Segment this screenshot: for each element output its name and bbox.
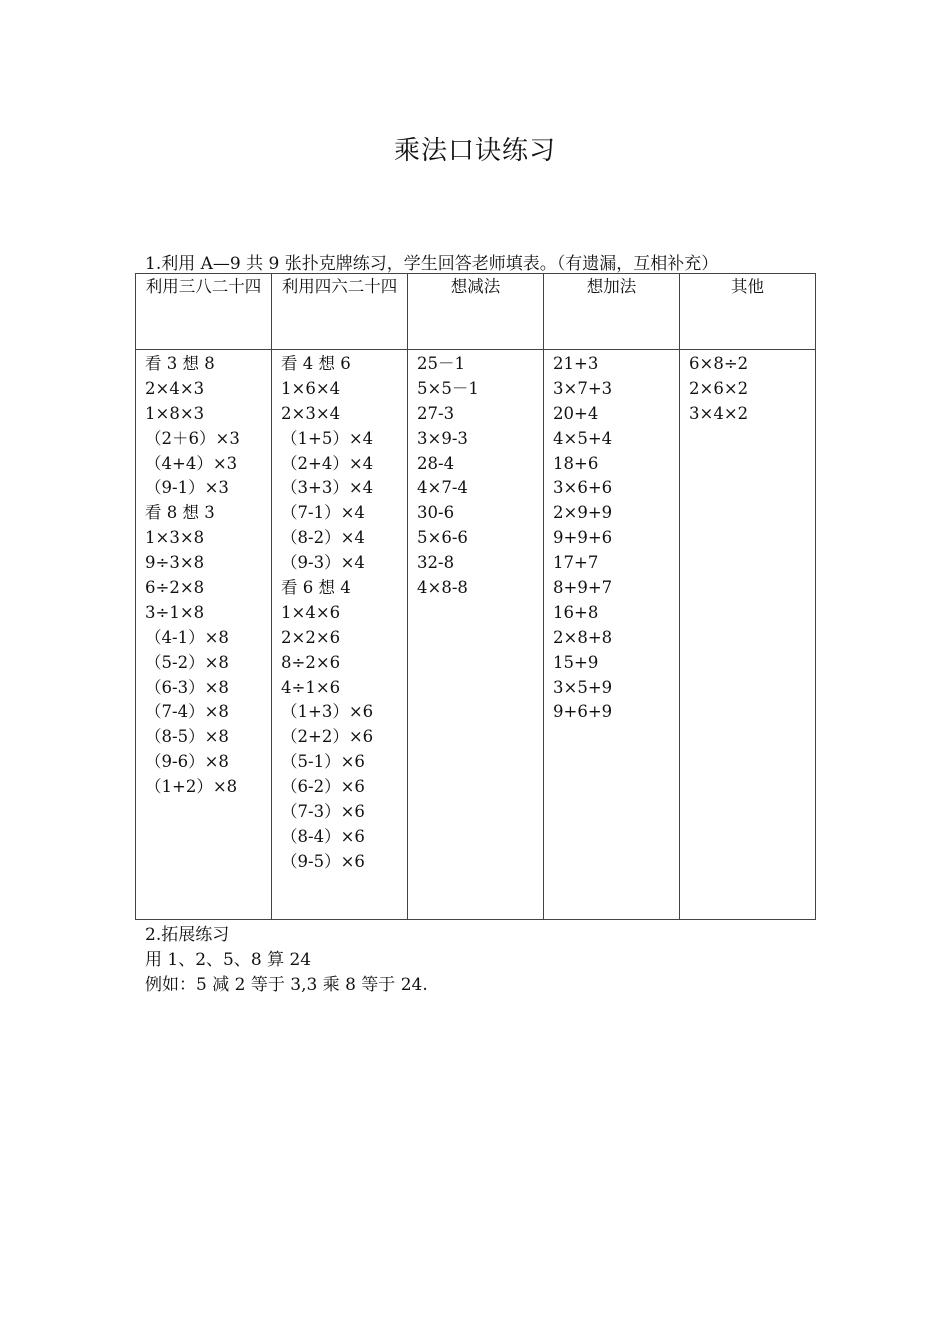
list-item: 1×3×8 xyxy=(145,528,205,548)
page-title: 乘法口诀练习 xyxy=(393,136,556,166)
list-item: 2×6×2 xyxy=(689,378,749,398)
column-list xyxy=(408,350,543,601)
list-item: 4×8-8 xyxy=(417,578,468,598)
list-item: （7-4）×8 xyxy=(145,702,229,722)
column-list xyxy=(680,350,815,427)
list-item: 30-6 xyxy=(417,503,455,523)
list-item: （4-1）×8 xyxy=(145,627,229,647)
list-item: 1×6×4 xyxy=(281,378,341,398)
list-item: 8÷2×6 xyxy=(281,652,341,672)
column-list xyxy=(272,350,407,875)
list-item: 18+6 xyxy=(553,453,599,473)
extension-example: 例如：5 减 2 等于 3,3 乘 8 等于 24. xyxy=(145,975,428,995)
header-cell-col5: 其他 xyxy=(680,274,816,350)
list-item: （8-5）×8 xyxy=(145,727,229,747)
extension-heading: 2.拓展练习 xyxy=(145,925,230,945)
list-item: 6×8÷2 xyxy=(689,354,749,373)
list-item: 25－1 xyxy=(417,354,465,373)
list-item: （1+5）×4 xyxy=(281,428,374,448)
list-item: 21+3 xyxy=(553,354,599,373)
list-item: （3+3）×4 xyxy=(281,478,374,498)
list-item: 3×4×2 xyxy=(689,403,749,423)
list-item: 1×8×3 xyxy=(145,403,205,423)
list-item: （9-6）×8 xyxy=(145,752,229,772)
list-item: 3×7+3 xyxy=(553,378,613,398)
list-item: 4×7-4 xyxy=(417,478,468,498)
list-item: （6-3）×8 xyxy=(145,677,229,697)
list-item: 5×5－1 xyxy=(417,378,479,398)
list-item: （8-4）×6 xyxy=(281,826,365,846)
list-item: 8+9+7 xyxy=(553,578,613,598)
list-item: 3×5+9 xyxy=(553,677,613,697)
list-item: 4÷1×6 xyxy=(281,677,341,697)
list-item: 32-8 xyxy=(417,553,455,573)
list-item: 看 4 想 6 xyxy=(281,354,351,373)
list-item: 5×6-6 xyxy=(417,528,468,548)
list-item: 28-4 xyxy=(417,453,455,473)
list-item: 2×8+8 xyxy=(553,627,613,647)
list-item: 9+6+9 xyxy=(553,702,613,722)
list-item: 3÷1×8 xyxy=(145,602,205,622)
practice-table xyxy=(135,273,816,920)
list-item: 2×2×6 xyxy=(281,627,341,647)
list-item: （9-1）×3 xyxy=(145,478,229,498)
list-item: （8-2）×4 xyxy=(281,528,365,548)
header-cell-col2: 利用四六二十四 xyxy=(272,274,408,350)
list-item: 2×4×3 xyxy=(145,378,205,398)
header-cell-col4: 想加法 xyxy=(544,274,680,350)
list-item: （9-3）×4 xyxy=(281,553,365,573)
header-cell-col1: 利用三八二十四 xyxy=(136,274,272,350)
list-item: 2×9+9 xyxy=(553,503,613,523)
table-header-row xyxy=(136,274,816,350)
list-item: 看 3 想 8 xyxy=(145,354,215,373)
list-item: 看 6 想 4 xyxy=(281,578,351,598)
list-item: （2+2）×6 xyxy=(281,727,374,747)
list-item: （5-1）×6 xyxy=(281,752,365,772)
list-item: （7-3）×6 xyxy=(281,802,365,822)
list-item: （1+2）×8 xyxy=(145,777,238,797)
list-item: 4×5+4 xyxy=(553,428,613,448)
list-item: 20+4 xyxy=(553,403,599,423)
list-item: （4+4）×3 xyxy=(145,453,238,473)
list-item: （6-2）×6 xyxy=(281,777,365,797)
extension-task: 用 1、2、5、8 算 24 xyxy=(145,950,312,970)
list-item: （2＋6）×3 xyxy=(145,428,240,448)
header-cell-col3: 想减法 xyxy=(408,274,544,350)
list-item: 27-3 xyxy=(417,403,455,423)
list-item: （9-5）×6 xyxy=(281,851,365,871)
list-item: 看 8 想 3 xyxy=(145,503,215,523)
list-item: 2×3×4 xyxy=(281,403,341,423)
list-item: 1×4×6 xyxy=(281,602,341,622)
list-item: （2+4）×4 xyxy=(281,453,374,473)
column-list xyxy=(544,350,679,725)
list-item: 3×6+6 xyxy=(553,478,613,498)
list-item: （5-2）×8 xyxy=(145,652,229,672)
list-item: （7-1）×4 xyxy=(281,503,365,523)
list-item: 3×9-3 xyxy=(417,428,468,448)
list-item: 15+9 xyxy=(553,652,599,672)
table-body-row xyxy=(136,350,816,920)
intro-text: 1.利用 A—9 共 9 张扑克牌练习，学生回答老师填表。（有遗漏，互相补充） xyxy=(145,254,719,274)
list-item: 9÷3×8 xyxy=(145,553,205,573)
list-item: 17+7 xyxy=(553,553,599,573)
list-item: 9+9+6 xyxy=(553,528,613,548)
extension-section xyxy=(145,923,428,998)
list-item: 16+8 xyxy=(553,602,599,622)
column-list xyxy=(136,350,271,800)
list-item: 6÷2×8 xyxy=(145,578,205,598)
list-item: （1+3）×6 xyxy=(281,702,374,722)
